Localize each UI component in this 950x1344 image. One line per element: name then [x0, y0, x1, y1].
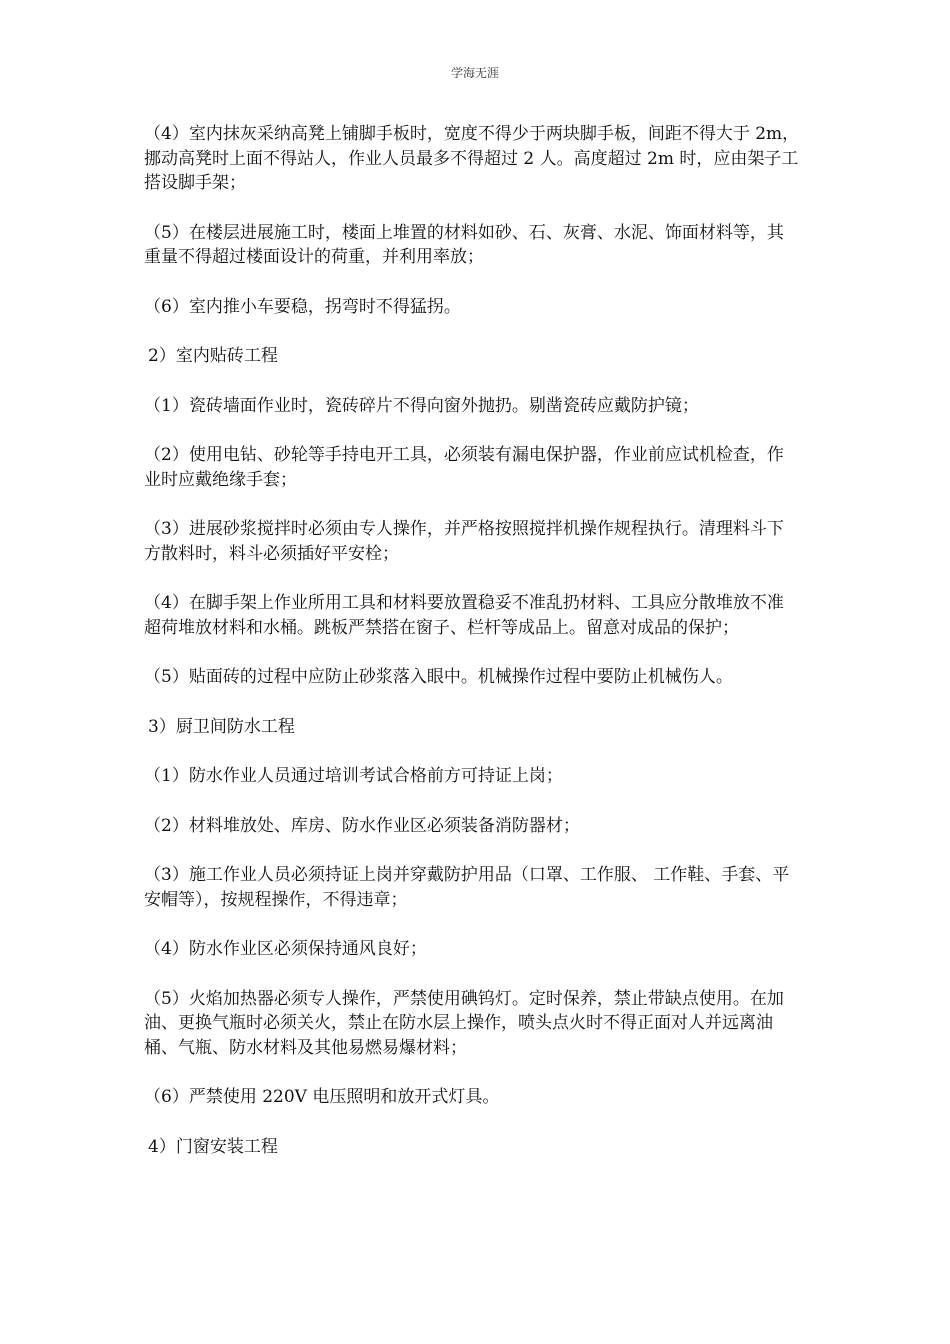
paragraph: （4）防水作业区必须保持通风良好；: [144, 939, 427, 959]
paragraph: （4）在脚手架上作业所用工具和材料要放置稳妥不准乱扔材料、工具应分散堆放不准超荷堆放材料和水桶。跳板严禁搭在窗子、栏杆等成品上。留意对成品的保护；: [144, 593, 784, 638]
paragraph: （1）防水作业人员通过培训考试合格前方可持证上岗；: [144, 766, 563, 786]
document-body: [144, 122, 800, 1184]
section-heading: 4）门窗安装工程: [148, 1136, 278, 1157]
page-header: 学海无涯: [450, 66, 499, 80]
paragraph: （2）材料堆放处、库房、防水作业区必须装备消防器材；: [144, 815, 580, 836]
paragraph: （5）火焰加热器必须专人操作，严禁使用碘钨灯。定时保养，禁止带缺点使用。在加油、更换气瓶时必须关火，禁止在防水层上操作，喷头点火时不得正面对人并远离油桶、气瓶、防水材料及其他易燃易爆材料；: [144, 988, 784, 1058]
paragraph: （3）进展砂浆搅拌时必须由专人操作，并严格按照搅拌机操作规程执行。清理料斗下方散料时，料斗必须插好平安栓；: [144, 519, 784, 564]
paragraph: （6）室内推小车要稳，拐弯时不得猛拐。: [144, 296, 461, 317]
paragraph: （5）在楼层进展施工时，楼面上堆置的材料如砂、石、灰膏、水泥、饰面材料等，其重量不得超过楼面设计的荷重，并利用率放；: [144, 222, 784, 267]
paragraph: （3）施工作业人员必须持证上岗并穿戴防护用品（口罩、工作服、 工作鞋、手套、平安帽等），按规程操作，不得违章；: [144, 865, 790, 910]
paragraph: （6）严禁使用 220V 电压照明和放开式灯具。: [144, 1087, 500, 1107]
paragraph: （4）室内抹灰采纳高凳上铺脚手板时，宽度不得少于两块脚手板，间距不得大于 2m，挪动高凳时上面不得站人，作业人员最多不得超过 2 人。高度超过 2m 时，应由架子工搭设脚手架；: [144, 124, 800, 193]
paragraph: （2）使用电钻、砂轮等手持电开工具，必须装有漏电保护器，作业前应试机检查，作业时应戴绝缘手套；: [144, 445, 784, 490]
paragraph: （1）瓷砖墙面作业时，瓷砖碎片不得向窗外抛扔。剔凿瓷砖应戴防护镜；: [144, 395, 699, 416]
paragraph: （5）贴面砖的过程中应防止砂浆落入眼中。机械操作过程中要防止机械伤人。: [144, 667, 733, 687]
section-heading: 2）室内贴砖工程: [148, 346, 278, 366]
section-heading: 3）厨卫间防水工程: [148, 716, 295, 737]
